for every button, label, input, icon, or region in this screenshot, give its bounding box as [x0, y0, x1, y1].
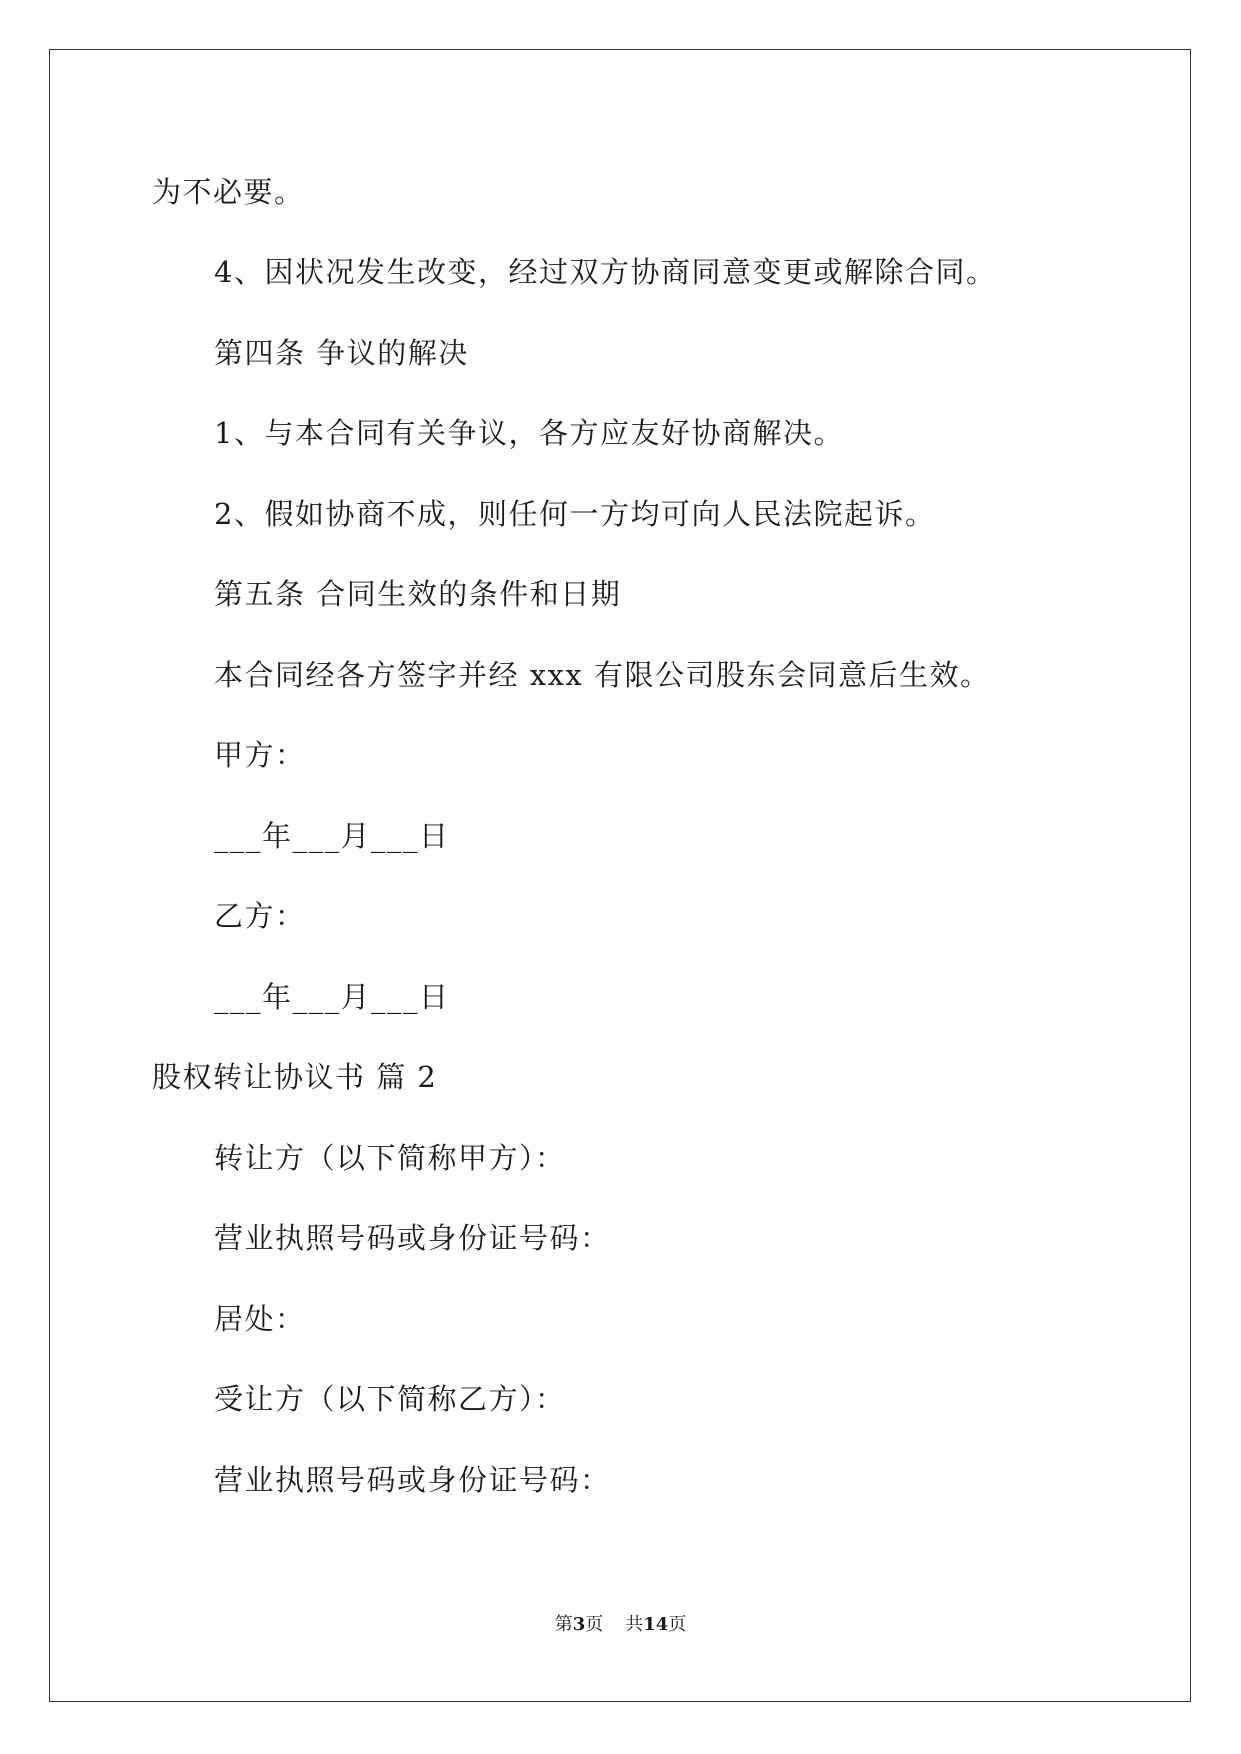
date-line: ___年___月___日: [214, 819, 450, 853]
page-number: 3: [572, 1614, 586, 1635]
text-line: 1、与本合同有关争议，各方应友好协商解决。: [214, 416, 844, 450]
text-line: 2、假如协商不成，则任何一方均可向人民法院起诉。: [214, 497, 936, 531]
total-pages: 14: [643, 1614, 669, 1635]
text-line: 营业执照号码或身份证号码：: [214, 1221, 611, 1255]
text-line: 为不必要。: [152, 175, 305, 209]
text-line: 受让方（以下简称乙方）：: [214, 1382, 566, 1416]
total-suffix: 页: [668, 1614, 687, 1635]
document-title: 股权转让协议书 篇 2: [152, 1060, 438, 1094]
page-border: [49, 49, 1191, 1702]
section-heading: 第五条 合同生效的条件和日期: [214, 577, 622, 611]
page-suffix: 页: [585, 1614, 604, 1635]
total-prefix: 共: [625, 1614, 644, 1635]
page-footer: [0, 1613, 1241, 1637]
text-line: 本合同经各方签字并经 xxx 有限公司股东会同意后生效。: [214, 658, 991, 692]
text-line: 营业执照号码或身份证号码：: [214, 1463, 611, 1497]
section-heading: 第四条 争议的解决: [214, 336, 469, 370]
text-line: 转让方（以下简称甲方）：: [214, 1141, 566, 1175]
date-line: ___年___月___日: [214, 980, 450, 1014]
text-line: 居处：: [214, 1302, 306, 1336]
text-line: 4、因状况发生改变，经过双方协商同意变更或解除合同。: [214, 255, 997, 289]
party-a-label: 甲方：: [214, 738, 306, 772]
party-b-label: 乙方：: [214, 899, 306, 933]
page-prefix: 第: [554, 1614, 573, 1635]
